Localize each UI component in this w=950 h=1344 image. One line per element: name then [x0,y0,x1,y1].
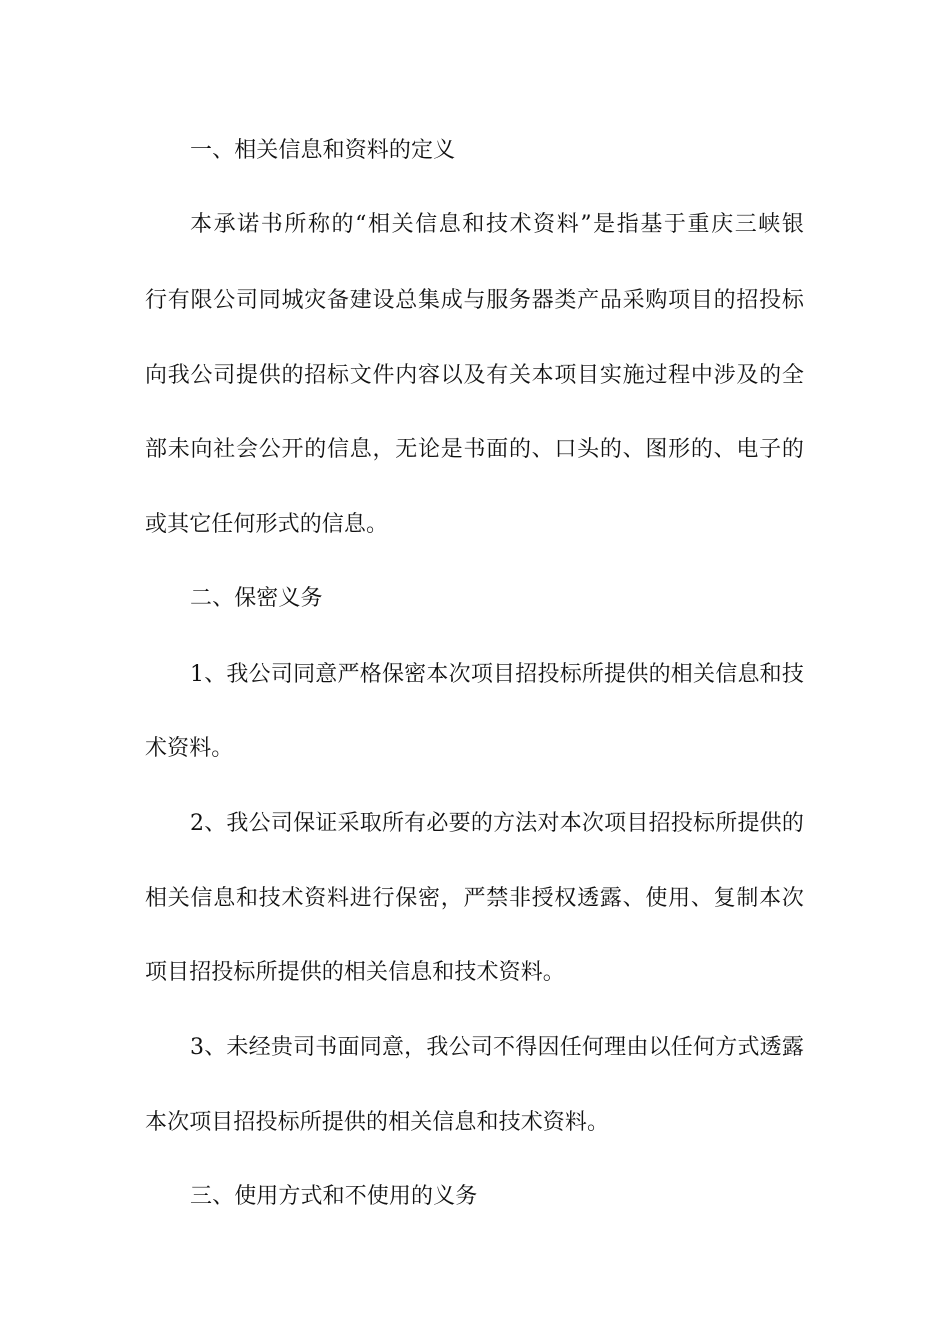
paragraph-line: 本承诺书所称的“相关信息和技术资料”是指基于重庆三峡银 [190,212,804,237]
section-heading-2: 二、保密义务 [190,586,323,611]
clause-line: 2、我公司保证采取所有必要的方法对本次项目招投标所提供的 [190,811,804,836]
clause-line: 本次项目招投标所提供的相关信息和技术资料。 [145,1110,610,1135]
clause-line: 项目招投标所提供的相关信息和技术资料。 [145,960,565,985]
clause-line: 术资料。 [145,736,234,761]
section-heading-1: 一、相关信息和资料的定义 [190,138,456,163]
clause-line: 相关信息和技术资料进行保密，严禁非授权透露、使用、复制本次 [145,886,804,911]
clause-line: 1、我公司同意严格保密本次项目招投标所提供的相关信息和技 [190,662,804,687]
paragraph-line: 行有限公司同城灾备建设总集成与服务器类产品采购项目的招投标 [145,288,804,313]
clause-line: 3、未经贵司书面同意，我公司不得因任何理由以任何方式透露 [190,1035,804,1060]
section-heading-3: 三、使用方式和不使用的义务 [190,1184,478,1209]
paragraph-line: 或其它任何形式的信息。 [145,512,389,537]
paragraph-line: 部未向社会公开的信息，无论是书面的、口头的、图形的、电子的 [145,437,804,462]
paragraph-line: 向我公司提供的招标文件内容以及有关本项目实施过程中涉及的全 [145,363,804,388]
